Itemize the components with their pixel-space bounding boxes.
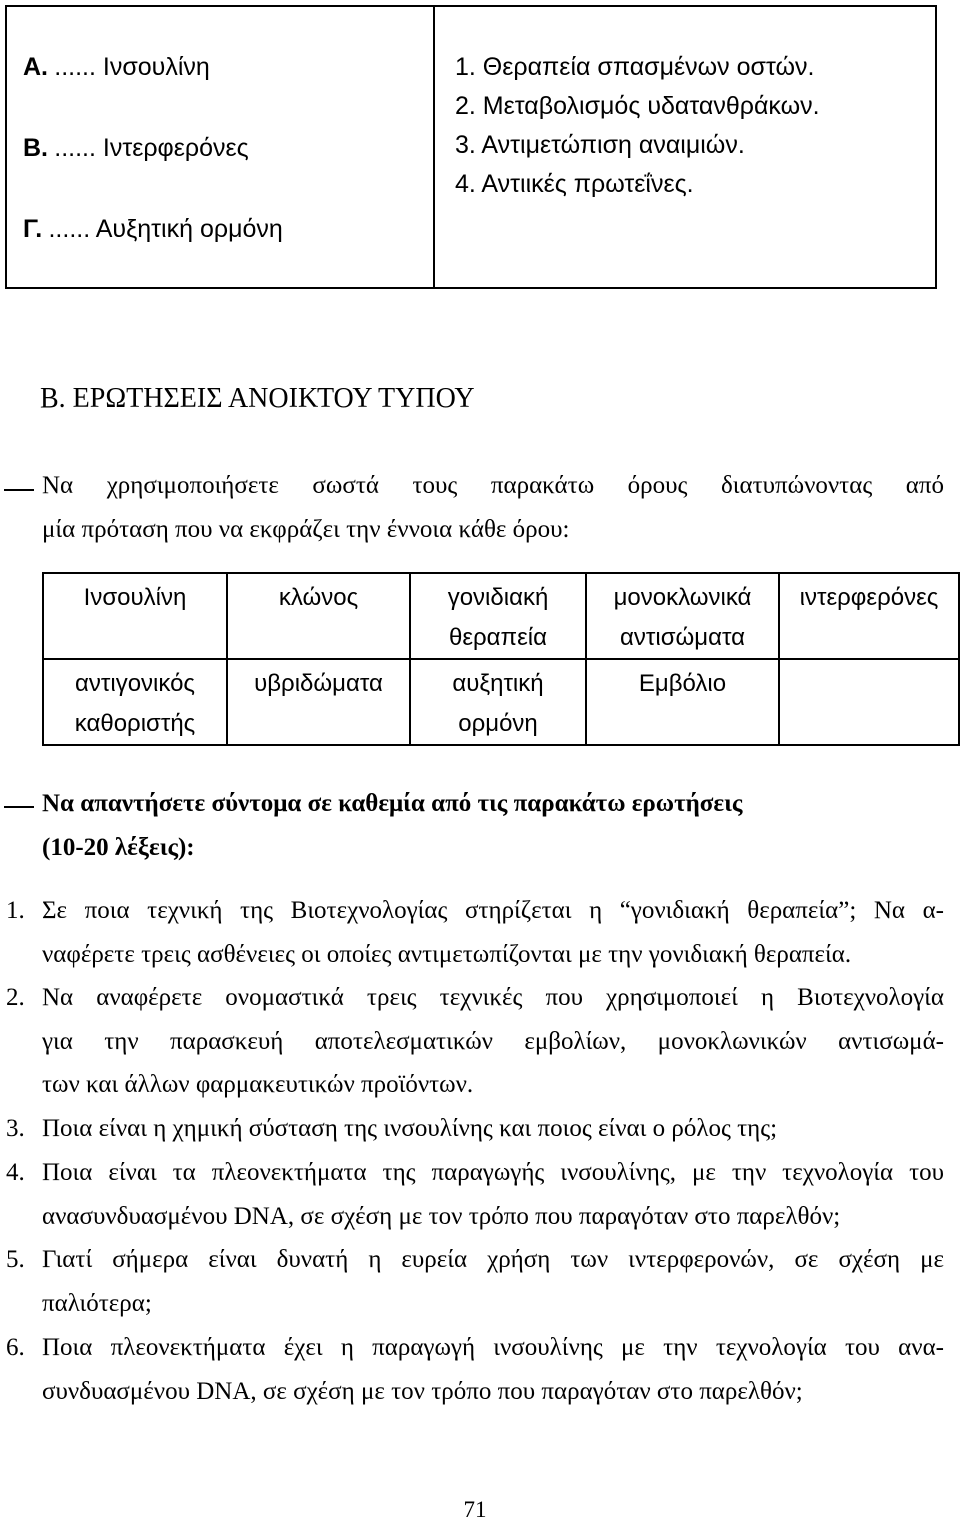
term-cell	[586, 573, 779, 659]
question-line: για την παρασκευή αποτελεσματικών εμβολίων, μονοκλωνικών αντισωμά-	[42, 1028, 944, 1055]
terms-table	[42, 572, 960, 746]
terms-row-2	[43, 659, 959, 745]
term-line: αντιγονικός	[75, 670, 195, 697]
question-line: Γιατί σήμερα είναι δυνατή η ευρεία χρήση των ιντερφερονών, σε σχέση με	[42, 1246, 944, 1273]
question-number: 4.	[6, 1159, 25, 1186]
match-left-item-c	[23, 214, 283, 245]
match-letter-a: Α.	[23, 53, 48, 81]
term-cell	[43, 659, 227, 745]
term-cell	[779, 659, 959, 745]
terms-row-1	[43, 573, 959, 659]
term-line: αυξητική	[452, 670, 544, 697]
term-line: κλώνος	[278, 584, 359, 611]
question-number: 6.	[6, 1334, 25, 1361]
match-left-item-b	[23, 133, 249, 164]
dash-marker-1	[4, 489, 34, 491]
match-right-item-2: 2. Μεταβολισμός υδατανθράκων.	[455, 92, 820, 120]
term-cell	[43, 573, 227, 659]
match-right-item-3: 3. Αντιμετώπιση αναιμιών.	[455, 131, 745, 159]
term-line: μονοκλωνικά	[613, 584, 752, 611]
question-line: Ποια πλεονεκτήματα έχει η παραγωγή ινσουλίνης με την τεχνολογία του ανα-	[42, 1334, 944, 1361]
page-number: 71	[463, 1497, 487, 1522]
instruction-2-line-2: (10-20 λέξεις):	[42, 834, 195, 861]
match-text-c: ...... Αυξητική ορμόνη	[48, 215, 283, 243]
question-number: 5.	[6, 1246, 25, 1273]
matching-box	[5, 5, 937, 289]
term-line: Ινσουλίνη	[83, 584, 187, 611]
term-cell	[410, 573, 586, 659]
term-line: ορμόνη	[458, 710, 538, 737]
match-left-item-a	[23, 52, 210, 83]
question-line: Ποια είναι η χημική σύσταση της ινσουλίνης και ποιος είναι ο ρόλος της;	[42, 1115, 778, 1142]
question-number: 3.	[6, 1115, 25, 1142]
question-line: Σε ποια τεχνική της Βιοτεχνολογίας στηρίζεται η “γονιδιακή θεραπεία”; Να α-	[42, 897, 944, 924]
term-line: γονιδιακή	[447, 584, 549, 611]
term-line: ιντερφερόνες	[799, 584, 939, 611]
term-line: υβριδώματα	[254, 670, 383, 697]
question-line: συνδυασμένου DNA, σε σχέση με τον τρόπο που παραγόταν στο παρελθόν;	[42, 1378, 803, 1405]
term-cell	[410, 659, 586, 745]
instruction-1-line-1: Να χρησιμοποιήσετε σωστά τους παρακάτω όρους διατυπώνοντας από	[42, 472, 944, 499]
dash-marker-2	[4, 806, 34, 808]
instruction-2-line-1: Να απαντήσετε σύντομα σε καθεμία από τις παρακάτω ερωτήσεις	[42, 790, 743, 817]
question-line: Να αναφέρετε ονομαστικά τρεις τεχνικές που χρησιμοποιεί η Βιοτεχνολογία	[42, 984, 944, 1011]
term-line: καθοριστής	[74, 710, 196, 737]
question-line: των και άλλων φαρμακευτικών προϊόντων.	[42, 1071, 474, 1098]
instruction-1-line-2: μία πρόταση που να εκφράζει την έννοια κάθε όρου:	[42, 516, 570, 543]
term-cell	[779, 573, 959, 659]
term-cell	[227, 659, 410, 745]
match-right-item-4: 4. Αντιικές πρωτεΐνες.	[455, 170, 694, 198]
term-line: αντισώματα	[620, 624, 745, 651]
question-line: Ποια είναι τα πλεονεκτήματα της παραγωγής ινσουλίνης, με την τεχνολογία του	[42, 1159, 944, 1186]
match-letter-c: Γ.	[23, 215, 43, 243]
section-title: Β. ΕΡΩΤΗΣΕΙΣ ΑΝΟΙΚΤΟΥ ΤΥΠΟΥ	[40, 383, 475, 414]
matching-divider	[433, 7, 435, 287]
question-line: ανασυνδυασμένου DNA, σε σχέση με τον τρόπο που παραγόταν στο παρελθόν;	[42, 1203, 841, 1230]
match-text-a: ...... Ινσουλίνη	[54, 53, 210, 81]
question-line: παλιότερα;	[42, 1290, 152, 1317]
question-number: 1.	[6, 897, 25, 924]
term-cell	[586, 659, 779, 745]
match-letter-b: Β.	[23, 134, 48, 162]
term-line: θεραπεία	[448, 624, 548, 651]
match-text-b: ...... Ιντερφερόνες	[54, 134, 249, 162]
match-right-item-1: 1. Θεραπεία σπασμένων οστών.	[455, 53, 815, 81]
question-number: 2.	[6, 984, 25, 1011]
term-line: Εμβόλιο	[638, 670, 727, 697]
question-line: ναφέρετε τρεις ασθένειες οι οποίες αντιμετωπίζονται με την γονιδιακή θεραπεία.	[42, 941, 852, 968]
term-cell	[227, 573, 410, 659]
